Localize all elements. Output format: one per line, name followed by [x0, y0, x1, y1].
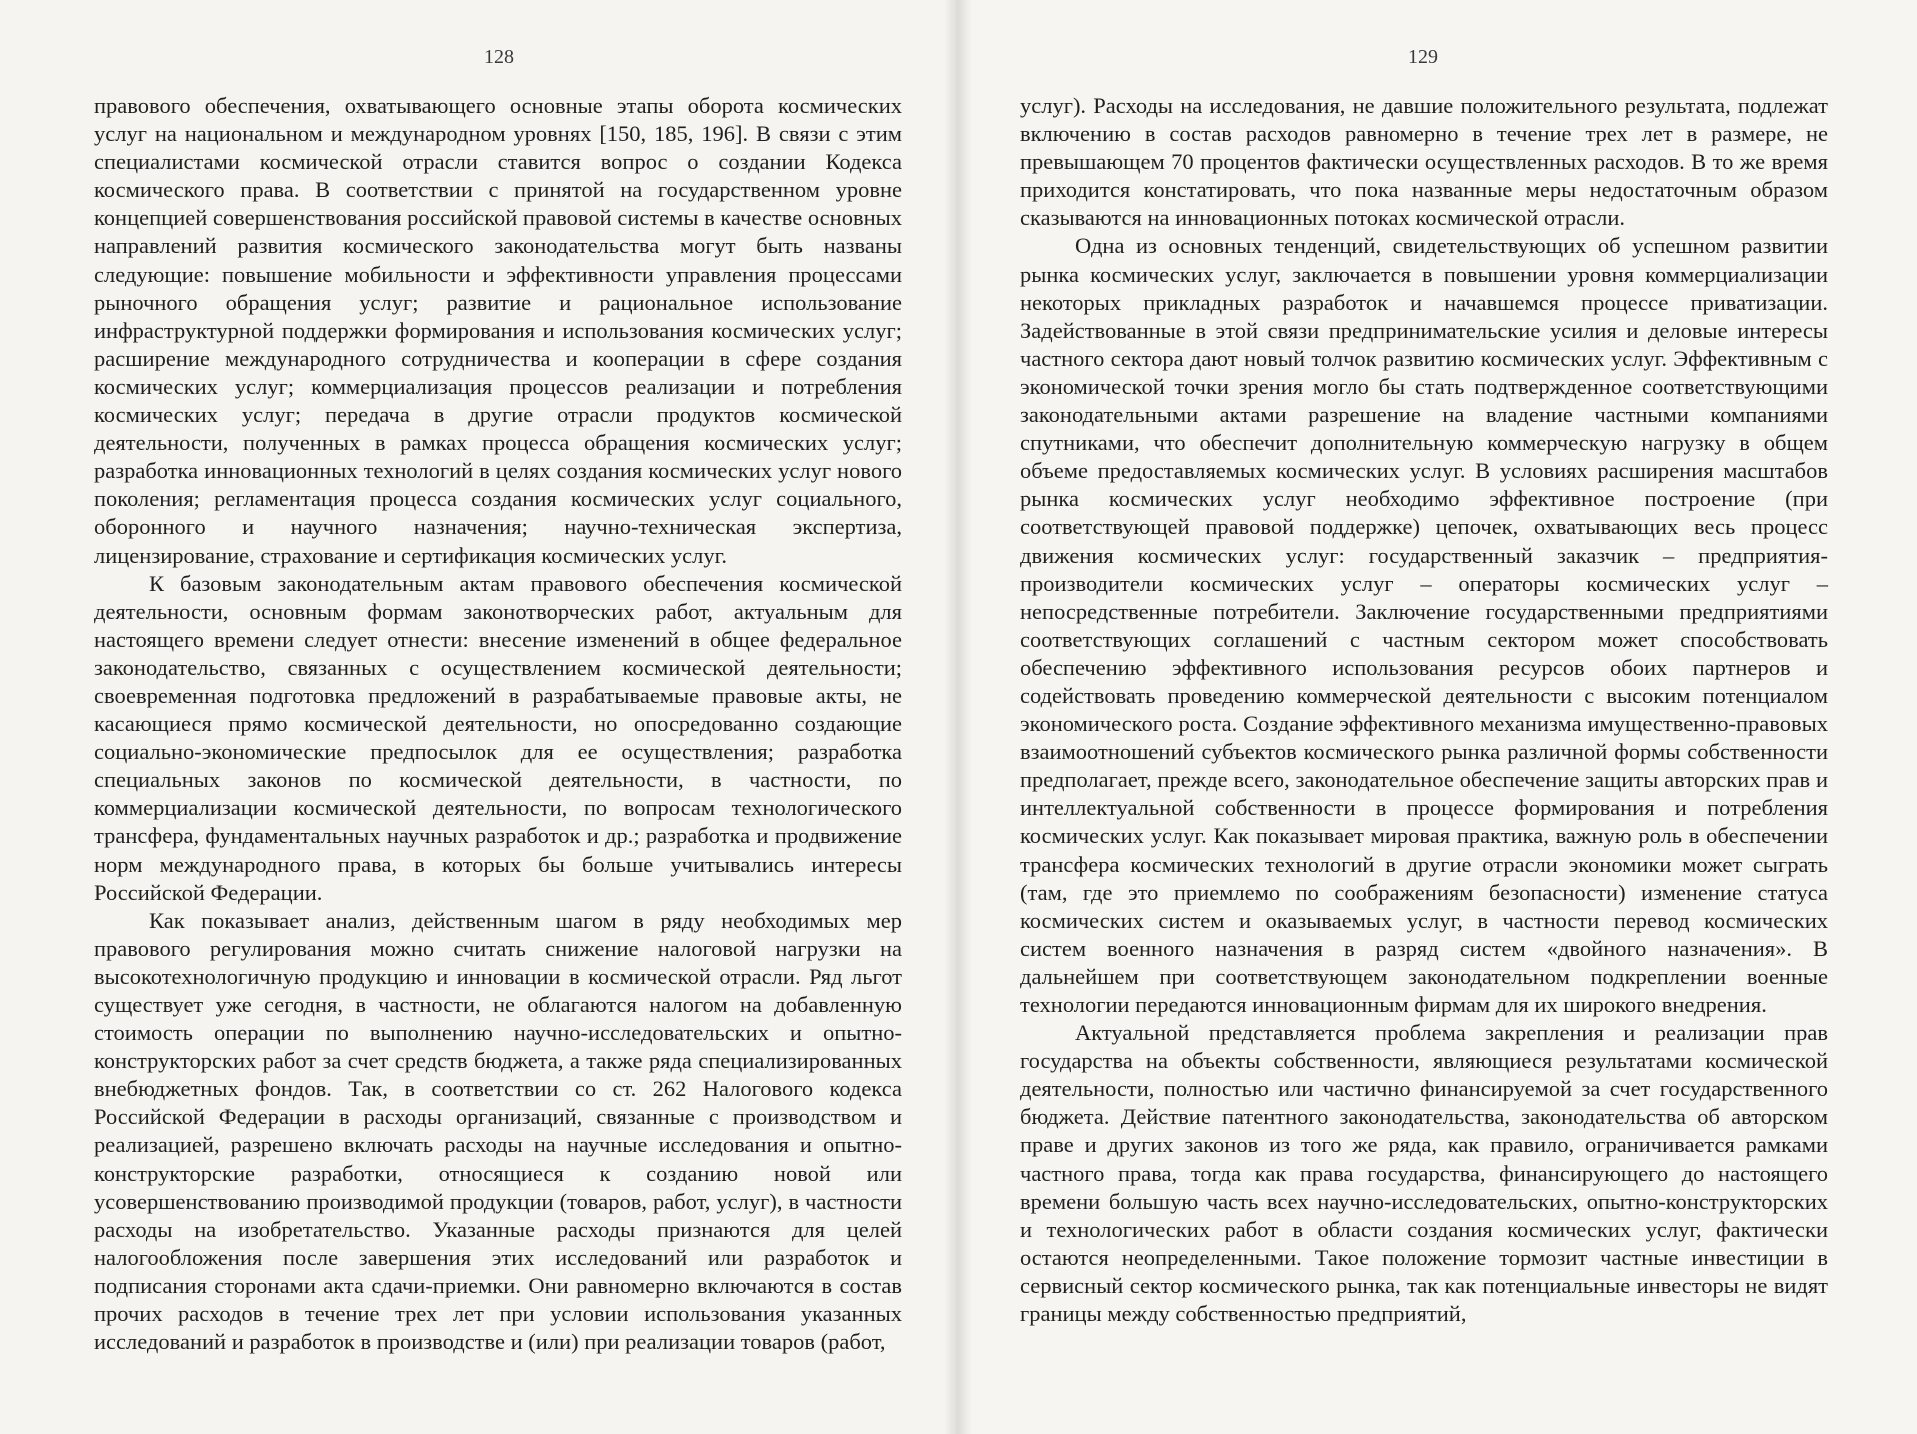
- book-gutter-shadow: [944, 0, 972, 1434]
- paragraph: К базовым законодательным актам правового обеспечения космической деятельности, основным формам законотворческих работ, актуальным для настоящего времени следует отнести: внесение изменений в общее федеральное законодательство, связанных с осуществлением космической деятельности; своевременная подготовка предложений в разрабатываемые правовые акты, не касающиеся прямо космической деятельности, но опосредованно создающие социально-экономические предпосылок для ее осуществления; разработка специальных законов по космической деятельности, в частности, по коммерциализации космической деятельности, по вопросам технологического трансфера, фундаментальных научных разработок и др.; разработка и продвижение норм международного права, в которых бы больше учитывались интересы Российской Федерации.: [94, 570, 902, 905]
- page-text: [94, 92, 902, 1356]
- paragraph: Одна из основных тенденций, свидетельствующих об успешном развитии рынка космических услуг, заключается в повышении уровня коммерциализации некоторых прикладных разработок и начавшемся процессе приватизации. Задействованные в этой связи предпринимательские усилия и деловые интересы частного сектора дают новый толчок развитию космических услуг. Эффективным с экономической точки зрения могло бы стать подтвержденное соответствующими законодательными актами разрешение на владение частными компаниями спутниками, что обеспечит дополнительную коммерческую нагрузку в общем объеме предоставляемых космических услуг. В условиях расширения масштабов рынка космических услуг необходимо эффективное построение (при соответствующей правовой поддержке) цепочек, охватывающих весь процесс движения космических услуг: государственный заказчик – предприятия-производители космических услуг – операторы космических услуг – непосредственные потребители. Заключение государственными предприятиями соответствующих соглашений с частным сектором может способствовать обеспечению эффективного использования ресурсов обоих партнеров и содействовать проведению коммерческой деятельности с высоким потенциалом экономического роста. Создание эффективного механизма имущественно-правовых взаимоотношений субъектов космического рынка различной формы собственности предполагает, прежде всего, законодательное обеспечение защиты авторских прав и интеллектуальной собственности в процессе формирования и потребления космических услуг. Как показывает мировая практика, важную роль в обеспечении трансфера космических технологий в другие отрасли экономики может сыграть (там, где это приемлемо по соображениям безопасности) изменение статуса космических систем и оказываемых услуг, в частности перевод космических систем военного назначения в разряд систем «двойного назначения». В дальнейшем при соответствующем законодательном подкреплении военные технологии передаются инновационным фирмам для их широкого внедрения.: [1020, 233, 1828, 1017]
- paragraph: услуг). Расходы на исследования, не давшие положительного результата, подлежат включению в состав расходов равномерно в течение трех лет в размере, не превышающем 70 процентов фактически осуществленных расходов. В то же время приходится констатировать, что пока названные меры недостаточным образом сказываются на инновационных потоках космической отрасли.: [1020, 93, 1828, 231]
- paragraph: Актуальной представляется проблема закрепления и реализации прав государства на объекты собственности, являющиеся результатами космической деятельности, полностью или частично финансируемой за счет государственного бюджета. Действие патентного законодательства, законодательства об авторском праве и других законов из того же ряда, как правило, ограничивается рамками частного права, тогда как права государства, финансирующего до настоящего времени большую часть всех научно-исследовательских, опытно-конструкторских и технологических работ в области создания космических услуг, фактически остаются неопределенными. Такое положение тормозит частные инвестиции в сервисный сектор космического рынка, так как потенциальные инвесторы не видят границы между собственностью предприятий,: [1020, 1020, 1828, 1327]
- left-page: [0, 0, 958, 1434]
- page-number: 128: [484, 46, 514, 68]
- paragraph: Как показывает анализ, действенным шагом в ряду необходимых мер правового регулирования можно считать снижение налоговой нагрузки на высокотехнологичную продукцию и инновации в космической отрасли. Ряд льгот существует уже сегодня, в частности, не облагаются налогом на добавленную стоимость операции по выполнению научно-исследовательских и опытно-конструкторских работ за счет средств бюджета, а также ряда специализированных внебюджетных фондов. Так, в соответствии со ст. 262 Налогового кодекса Российской Федерации в расходы организаций, связанные с производством и реализацией, разрешено включать расходы на научные исследования и опытно-конструкторские разработки, относящиеся к созданию новой или усовершенствованию производимой продукции (товаров, работ, услуг), в частности расходы на изобретательство. Указанные расходы признаются для целей налогообложения после завершения этих исследований или разработок и подписания сторонами акта сдачи-приемки. Они равномерно включаются в состав прочих расходов в течение трех лет при условии использования указанных исследований и разработок в производстве и (или) при реализации товаров (работ,: [94, 907, 902, 1355]
- right-page: [958, 0, 1917, 1434]
- paragraph: правового обеспечения, охватывающего основные этапы оборота космических услуг на национальном и международном уровнях [150, 185, 196]. В связи с этим специалистами космической отрасли ставится вопрос о создании Кодекса космического права. В соответствии с принятой на государственном уровне концепцией совершенствования российской правовой системы в качестве основных направлений развития космического законодательства могут быть названы следующие: повышение мобильности и эффективности управления процессами рыночного обращения услуг; развитие и рациональное использование инфраструктурной поддержки формирования и использования космических услуг; расширение международного сотрудничества и кооперации в сфере создания космических услуг; коммерциализация процессов реализации и потребления космических услуг; передача в другие отрасли продуктов космической деятельности, полученных в рамках процесса обращения космических услуг; разработка инновационных технологий в целях создания космических услуг нового поколения; регламентация процесса создания космических услуг социального, оборонного и научного назначения; научно-техническая экспертиза, лицензирование, страхование и сертификация космических услуг.: [94, 93, 902, 568]
- page-text: [1020, 92, 1828, 1328]
- page-number: 129: [1408, 46, 1438, 68]
